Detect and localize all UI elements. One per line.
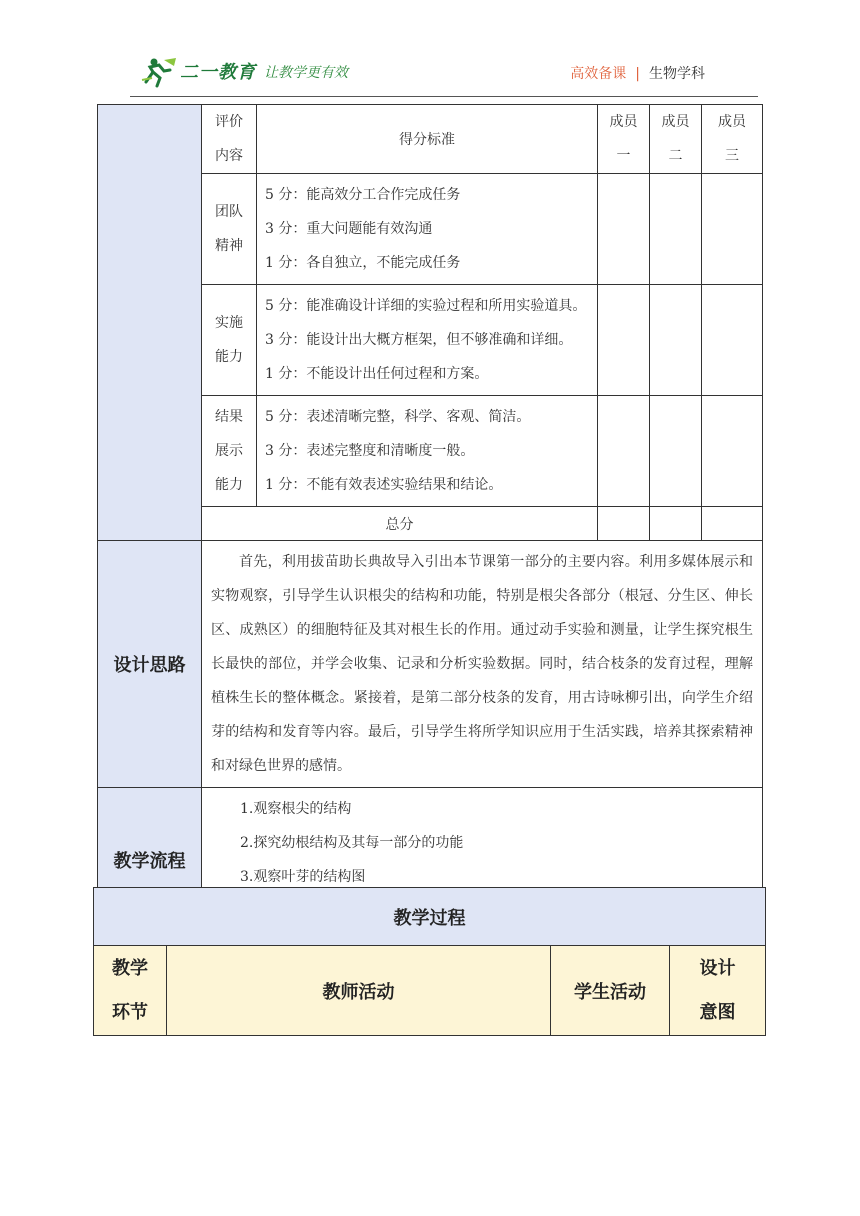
header-separator: | bbox=[635, 66, 640, 82]
score-cell bbox=[702, 507, 763, 541]
criteria-line: 3 分：能设计出大概方框架，但不够准确和详细。 bbox=[265, 332, 573, 348]
criteria-line: 5 分：能准确设计详细的实验过程和所用实验道具。 bbox=[265, 298, 587, 314]
score-cell bbox=[702, 285, 763, 396]
rubric-row-criteria bbox=[257, 396, 598, 507]
criteria-line: 1 分：各自独立，不能完成任务 bbox=[265, 255, 461, 271]
rubric-header-content bbox=[202, 105, 257, 174]
rubric-row-label bbox=[202, 285, 257, 396]
flow-label: 教学流程 bbox=[98, 788, 202, 933]
criteria-line: 5 分：表述清晰完整，科学、客观、简洁。 bbox=[265, 409, 531, 425]
criteria-line: 5 分：能高效分工合作完成任务 bbox=[265, 187, 461, 203]
header-content-text: 评价 内容 bbox=[215, 114, 243, 164]
criteria-line: 3 分：重大问题能有效沟通 bbox=[265, 221, 433, 237]
header-right bbox=[570, 63, 705, 83]
design-label: 设计思路 bbox=[98, 541, 202, 788]
process-table bbox=[93, 887, 766, 1036]
score-cell bbox=[598, 285, 650, 396]
score-cell bbox=[650, 174, 702, 285]
list-item: 3.观察叶芽的结构图 bbox=[240, 869, 366, 885]
design-text: 首先，利用拔苗助长典故导入引出本节课第一部分的主要内容。利用多媒体展示和实物观察，引导学生认识根尖的结构和功能，特别是根尖各部分（根冠、分生区、伸长区、成熟区）的细胞特征及其对根生长的作用。通过动手实验和测量，让学生探究根生长最快的部位，并学会收集、记录和分析实验数据。同时，结合枝条的发育过程，理解植株生长的整体概念。紧接着，是第二部分枝条的发育，用古诗咏柳引出，向学生介绍芽的结构和发育等内容。最后，引导学生将所学知识应用于生活实践，培养其探索精神和对绿色世界的感情。 bbox=[202, 541, 763, 788]
row-label-text: 实施 能力 bbox=[215, 315, 243, 365]
score-cell bbox=[702, 174, 763, 285]
row-label-text: 团队 精神 bbox=[215, 204, 243, 254]
header-student: 学生活动 bbox=[551, 946, 670, 1036]
rubric-header-member3 bbox=[702, 105, 763, 174]
rubric-total-row bbox=[202, 507, 762, 541]
rubric-row bbox=[202, 285, 762, 396]
course-label: 高效备课 bbox=[570, 66, 627, 82]
rubric-header-member1 bbox=[598, 105, 650, 174]
total-label: 总分 bbox=[202, 507, 598, 541]
section-text: 教学 环节 bbox=[112, 957, 148, 1023]
header-intent bbox=[670, 946, 766, 1036]
rubric-row-criteria bbox=[257, 285, 598, 396]
member1-text: 成员 一 bbox=[609, 114, 638, 164]
rubric-row bbox=[202, 396, 762, 507]
member3-text: 成员 三 bbox=[718, 114, 746, 164]
score-cell bbox=[598, 396, 650, 507]
row-label-text: 结果 展示 能力 bbox=[215, 409, 243, 493]
criteria-line: 1 分：不能有效表述实验结果和结论。 bbox=[265, 477, 503, 493]
list-item: 2.探究幼根结构及其每一部分的功能 bbox=[240, 835, 464, 851]
intent-text: 设计 意图 bbox=[699, 957, 736, 1023]
header-teacher: 教师活动 bbox=[167, 946, 551, 1036]
score-cell bbox=[650, 396, 702, 507]
process-header-row bbox=[94, 946, 766, 1036]
process-title: 教学过程 bbox=[94, 888, 766, 946]
rubric-row-label bbox=[202, 174, 257, 285]
rubric-row bbox=[202, 174, 762, 285]
rubric-row-label bbox=[202, 396, 257, 507]
rubric-header-standard: 得分标准 bbox=[257, 105, 598, 174]
criteria-line: 1 分：不能设计出任何过程和方案。 bbox=[265, 366, 489, 382]
criteria-line: 3 分：表述完整度和清晰度一般。 bbox=[265, 443, 475, 459]
header-divider bbox=[130, 96, 758, 97]
rubric-table bbox=[202, 105, 762, 540]
list-item: 1.观察根尖的结构 bbox=[240, 801, 352, 817]
rubric-header-member2 bbox=[650, 105, 702, 174]
slogan: 让教学更有效 bbox=[264, 65, 348, 81]
page-header bbox=[140, 52, 765, 92]
design-row bbox=[98, 541, 763, 788]
score-cell bbox=[598, 507, 650, 541]
rubric-cell bbox=[202, 105, 763, 541]
score-cell bbox=[650, 507, 702, 541]
member2-text: 成员 二 bbox=[661, 114, 690, 164]
score-cell bbox=[702, 396, 763, 507]
score-cell bbox=[650, 285, 702, 396]
subject-label: 生物学科 bbox=[649, 66, 705, 82]
rubric-side-cell bbox=[98, 105, 202, 541]
rubric-row-criteria bbox=[257, 174, 598, 285]
score-cell bbox=[598, 174, 650, 285]
header-section bbox=[94, 946, 167, 1036]
lesson-plan-table bbox=[97, 104, 763, 933]
logo-text: 二一教育 bbox=[180, 62, 256, 83]
